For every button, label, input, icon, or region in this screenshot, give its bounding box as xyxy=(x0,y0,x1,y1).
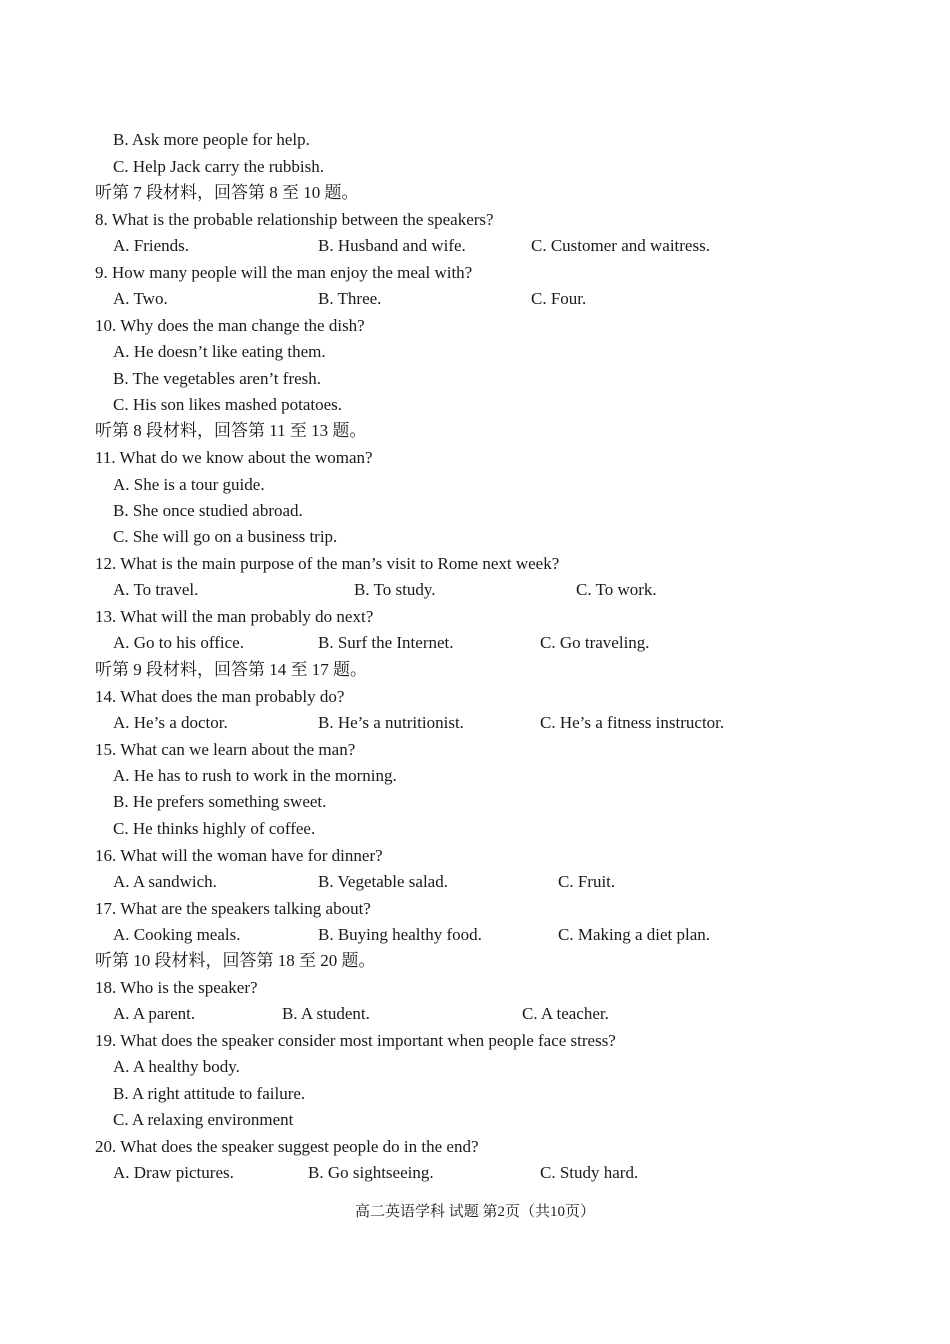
question-stem: 10. Why does the man change the dish? xyxy=(95,316,365,335)
option-line xyxy=(0,127,950,153)
option-b: B. Ask more people for help. xyxy=(113,130,310,149)
question-stem: 8. What is the probable relationship between the speakers? xyxy=(95,210,494,229)
option-c: C. A relaxing environment xyxy=(113,1110,294,1129)
page-footer: 高二英语学科 试题 第2页（共10页） xyxy=(354,1204,595,1220)
option-b: B. To study. xyxy=(354,580,436,599)
question-18-options xyxy=(0,1001,950,1027)
option-a: A. Friends. xyxy=(113,236,190,255)
section-instruction xyxy=(0,657,950,683)
option-b: B. Buying healthy food. xyxy=(318,925,482,944)
question-stem: 16. What will the woman have for dinner? xyxy=(95,846,383,865)
option-c: C. Help Jack carry the rubbish. xyxy=(113,157,325,176)
option-c: C. She will go on a business trip. xyxy=(113,527,338,546)
option-c: C. Fruit. xyxy=(558,872,616,891)
option-line xyxy=(0,524,950,550)
option-b: B. Go sightseeing. xyxy=(308,1163,434,1182)
question-14 xyxy=(0,684,950,710)
option-b: B. He’s a nutritionist. xyxy=(318,713,464,732)
option-b: B. Three. xyxy=(318,289,382,308)
option-line xyxy=(0,498,950,524)
question-stem: 12. What is the main purpose of the man’s visit to Rome next week? xyxy=(95,554,560,573)
question-14-options xyxy=(0,710,950,736)
option-a: A. Cooking meals. xyxy=(113,925,241,944)
question-12 xyxy=(0,551,950,577)
section-instruction xyxy=(0,948,950,974)
option-line xyxy=(0,816,950,842)
option-line xyxy=(0,1081,950,1107)
question-stem: 15. What can we learn about the man? xyxy=(95,740,356,759)
option-line xyxy=(0,789,950,815)
option-a: A. He has to rush to work in the morning. xyxy=(113,766,397,785)
option-c: C. He thinks highly of coffee. xyxy=(113,819,316,838)
question-stem: 19. What does the speaker consider most important when people face stress? xyxy=(95,1031,616,1050)
option-a: A. A sandwich. xyxy=(113,872,217,891)
question-stem: 20. What does the speaker suggest people do in the end? xyxy=(95,1137,479,1156)
question-9-options xyxy=(0,286,950,312)
question-10 xyxy=(0,313,950,339)
question-11 xyxy=(0,445,950,471)
question-stem: 11. What do we know about the woman? xyxy=(95,448,373,467)
option-c: C. To work. xyxy=(576,580,657,599)
option-a: A. Two. xyxy=(113,289,168,308)
question-18 xyxy=(0,975,950,1001)
option-c: C. He’s a fitness instructor. xyxy=(540,713,725,732)
question-stem: 9. How many people will the man enjoy the meal with? xyxy=(95,263,473,282)
option-a: A. A parent. xyxy=(113,1004,196,1023)
option-a: A. A healthy body. xyxy=(113,1057,240,1076)
option-line xyxy=(0,472,950,498)
option-line xyxy=(0,1054,950,1080)
question-17 xyxy=(0,896,950,922)
option-b: B. A student. xyxy=(282,1004,370,1023)
question-stem: 18. Who is the speaker? xyxy=(95,978,258,997)
question-13-options xyxy=(0,630,950,656)
option-a: A. He’s a doctor. xyxy=(113,713,228,732)
question-12-options xyxy=(0,577,950,603)
option-a: A. Draw pictures. xyxy=(113,1163,234,1182)
question-19 xyxy=(0,1028,950,1054)
section-8-heading: 听第 8 段材料，回答第 11 至 13 题。 xyxy=(95,421,367,440)
option-a: A. She is a tour guide. xyxy=(113,475,265,494)
question-17-options xyxy=(0,922,950,948)
question-8-options xyxy=(0,233,950,259)
option-line xyxy=(0,366,950,392)
option-b: B. A right attitude to failure. xyxy=(113,1084,306,1103)
section-7-heading: 听第 7 段材料，回答第 8 至 10 题。 xyxy=(95,183,359,202)
option-line xyxy=(0,339,950,365)
option-line xyxy=(0,154,950,180)
option-line xyxy=(0,1107,950,1133)
option-c: C. Customer and waitress. xyxy=(531,236,710,255)
question-16 xyxy=(0,843,950,869)
option-b: B. He prefers something sweet. xyxy=(113,792,327,811)
question-stem: 14. What does the man probably do? xyxy=(95,687,345,706)
question-16-options xyxy=(0,869,950,895)
option-line xyxy=(0,763,950,789)
section-instruction xyxy=(0,180,950,206)
question-15 xyxy=(0,737,950,763)
option-b: B. The vegetables aren’t fresh. xyxy=(113,369,322,388)
option-b: B. Husband and wife. xyxy=(318,236,466,255)
question-stem: 17. What are the speakers talking about? xyxy=(95,899,371,918)
option-b: B. She once studied abroad. xyxy=(113,501,303,520)
question-8 xyxy=(0,207,950,233)
option-c: C. Making a diet plan. xyxy=(558,925,711,944)
question-20-options xyxy=(0,1160,950,1186)
option-line xyxy=(0,392,950,418)
option-c: C. Go traveling. xyxy=(540,633,650,652)
option-a: A. Go to his office. xyxy=(113,633,244,652)
option-b: B. Vegetable salad. xyxy=(318,872,448,891)
section-instruction xyxy=(0,418,950,444)
question-13 xyxy=(0,604,950,630)
question-stem: 13. What will the man probably do next? xyxy=(95,607,374,626)
question-20 xyxy=(0,1134,950,1160)
option-a: A. He doesn’t like eating them. xyxy=(113,342,326,361)
option-a: A. To travel. xyxy=(113,580,199,599)
section-9-heading: 听第 9 段材料，回答第 14 至 17 题。 xyxy=(95,660,367,679)
option-c: C. Four. xyxy=(531,289,587,308)
question-9 xyxy=(0,260,950,286)
section-10-heading: 听第 10 段材料，回答第 18 至 20 题。 xyxy=(95,951,376,970)
option-b: B. Surf the Internet. xyxy=(318,633,454,652)
option-c: C. Study hard. xyxy=(540,1163,639,1182)
option-c: C. His son likes mashed potatoes. xyxy=(113,395,343,414)
option-c: C. A teacher. xyxy=(522,1004,609,1023)
